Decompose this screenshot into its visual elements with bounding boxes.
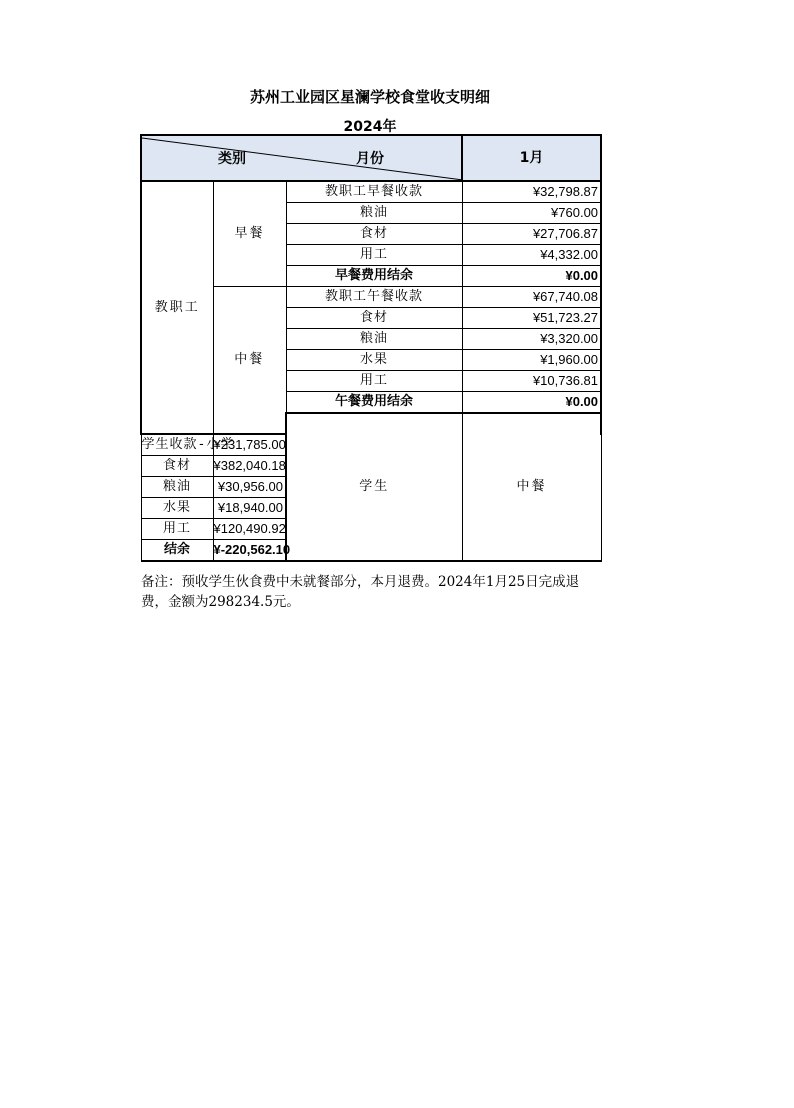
row-amount-total: ¥-220,562.10 xyxy=(213,540,286,562)
row-item: 水果 xyxy=(286,350,462,371)
subgroup-breakfast: 早餐 xyxy=(213,181,286,287)
row-amount: ¥30,956.00 xyxy=(213,477,286,498)
finance-table xyxy=(140,134,602,562)
row-item-total: 结余 xyxy=(141,540,213,562)
row-item: 食材 xyxy=(141,456,213,477)
row-item: 粮油 xyxy=(286,203,462,224)
header-row xyxy=(141,135,601,181)
row-amount: ¥32,798.87 xyxy=(462,181,601,203)
header-month: 1月 xyxy=(462,135,601,181)
row-amount: ¥3,320.00 xyxy=(462,329,601,350)
group-staff: 教职工 xyxy=(141,181,213,434)
row-item-total: 午餐费用结余 xyxy=(286,392,462,414)
row-item: 粮油 xyxy=(286,329,462,350)
row-item: 食材 xyxy=(286,224,462,245)
header-category: 类别 xyxy=(218,151,246,167)
subgroup-lunch: 中餐 xyxy=(213,287,286,435)
row-item: 教职工午餐收款 xyxy=(286,287,462,308)
row-amount-total: ¥0.00 xyxy=(462,266,601,287)
row-amount: ¥10,736.81 xyxy=(462,371,601,392)
header-month-label: 月份 xyxy=(356,151,384,167)
row-item: 用工 xyxy=(286,371,462,392)
row-item: 用工 xyxy=(286,245,462,266)
year-subtitle: 2024年 xyxy=(343,119,397,135)
table-row xyxy=(141,181,601,203)
row-item: 学生收款-小学 xyxy=(141,434,213,456)
header-diagonal-cell xyxy=(141,135,462,181)
page-title: 苏州工业园区星澜学校食堂收支明细 xyxy=(249,88,490,106)
row-item: 水果 xyxy=(141,498,213,519)
row-amount: ¥4,332.00 xyxy=(462,245,601,266)
row-amount: ¥1,960.00 xyxy=(462,350,601,371)
diagonal-line-icon xyxy=(142,136,463,180)
row-amount: ¥120,490.92 xyxy=(213,519,286,540)
row-item: 教职工早餐收款 xyxy=(286,181,462,203)
group-student: 学生 xyxy=(286,413,462,561)
row-amount: ¥18,940.00 xyxy=(213,498,286,519)
subgroup-student-lunch: 中餐 xyxy=(462,413,601,561)
row-amount: ¥231,785.00 xyxy=(213,434,286,456)
row-amount: ¥67,740.08 xyxy=(462,287,601,308)
row-amount: ¥27,706.87 xyxy=(462,224,601,245)
row-item: 食材 xyxy=(286,308,462,329)
row-item-total: 早餐费用结余 xyxy=(286,266,462,287)
row-item: 粮油 xyxy=(141,477,213,498)
row-amount: ¥382,040.18 xyxy=(213,456,286,477)
row-amount: ¥760.00 xyxy=(462,203,601,224)
footnote: 备注：预收学生伙食费中未就餐部分，本月退费。2024年1月25日完成退费，金额为298234.5元。 xyxy=(141,574,580,610)
row-amount-total: ¥0.00 xyxy=(462,392,601,414)
row-item: 用工 xyxy=(141,519,213,540)
row-amount: ¥51,723.27 xyxy=(462,308,601,329)
